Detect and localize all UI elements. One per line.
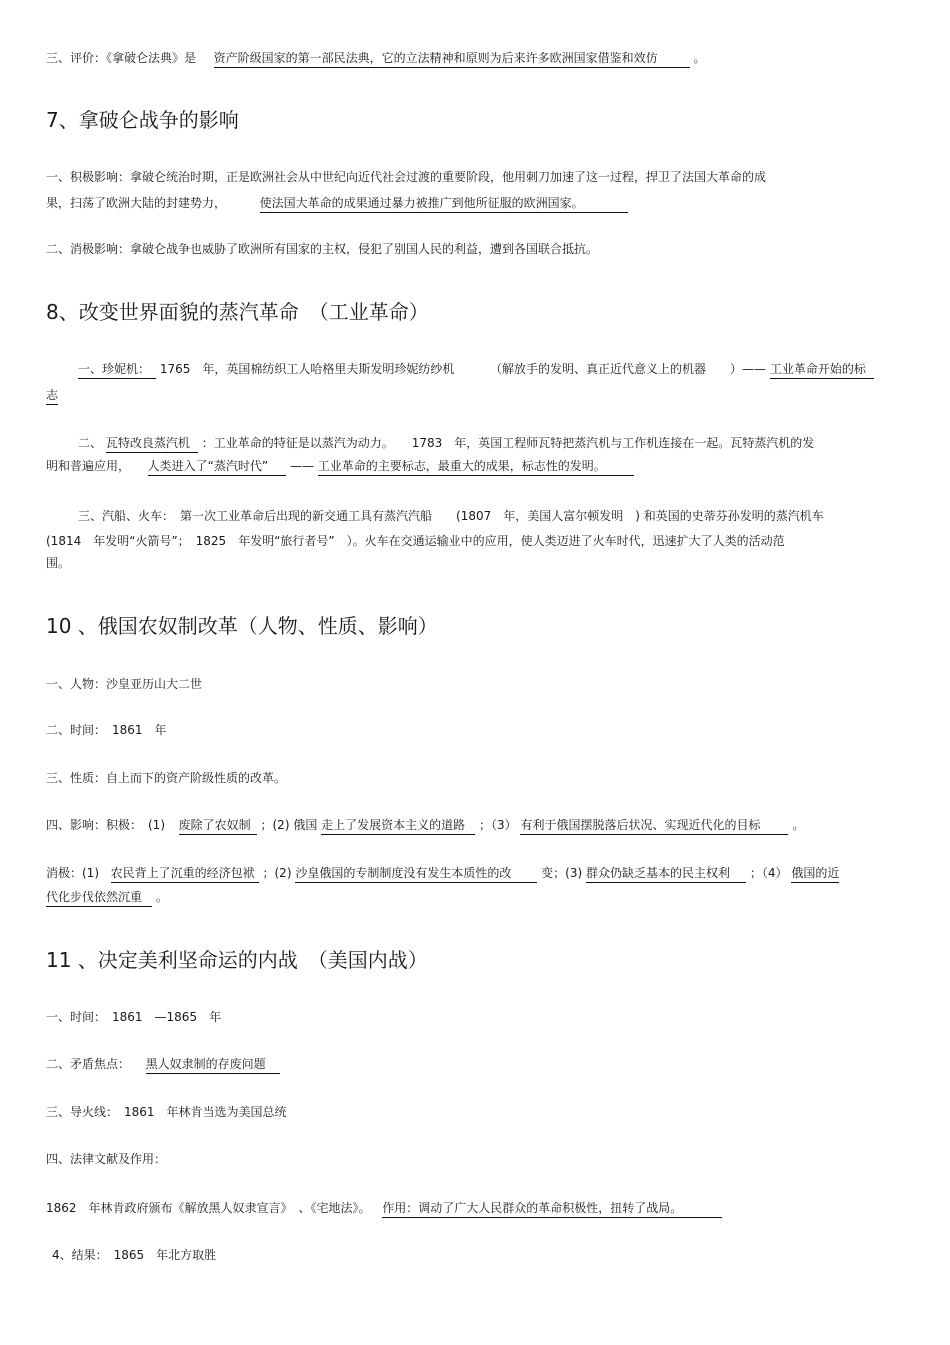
evaluation-end: 。 — [693, 51, 706, 65]
section-11-heading: 11 、决定美利坚命运的内战 （美国内战） — [46, 948, 428, 972]
watt-dash: —— — [289, 459, 314, 473]
jenny-answer-1: 工业革命开始的标 — [770, 361, 874, 379]
watt-answer-1: 瓦特改良蒸汽机 — [106, 435, 198, 453]
reform-positive-line — [46, 817, 804, 835]
reform-person: 一、人物：沙皇亚历山大二世 — [46, 677, 203, 691]
reform-negative-line-2 — [46, 889, 168, 907]
negative-answer-4b: 代化步伐依然沉重 — [46, 889, 152, 907]
civil-war-laws: 四、法律文献及作用： — [46, 1152, 167, 1166]
section-7-heading: 7、拿破仑战争的影响 — [46, 108, 239, 132]
reform-time: 二、时间： 1861 年 — [46, 723, 167, 737]
jenny-label: 一、珍妮机： — [78, 361, 156, 379]
negative-sep-2: 变；(3) — [541, 866, 583, 880]
positive-sep-2: ；（3） — [479, 818, 517, 832]
watt-text-2: 明和普遍应用， — [46, 459, 131, 473]
positive-answer-1: 废除了农奴制 — [179, 817, 257, 835]
positive-impact-answer: 使法国大革命的成果通过暴力被推广到他所征服的欧洲国家。 — [260, 195, 628, 213]
positive-end: 。 — [792, 818, 805, 832]
negative-answer-4a: 俄国的近 — [791, 865, 839, 883]
jenny-line — [78, 361, 874, 379]
evaluation-line — [46, 50, 706, 68]
negative-impact-line: 二、消极影响：拿破仑战争也威胁了欧洲所有国家的主权，侵犯了别国人民的利益，遭到各国联合抵抗。 — [46, 242, 599, 256]
negative-label: 消极：(1) — [46, 866, 99, 880]
declaration-text: 1862 年林肯政府颁布《解放黑人奴隶宣言》 、《宅地法》。 — [46, 1201, 371, 1215]
positive-impact-line-2 — [46, 195, 628, 213]
negative-answer-1: 农民背上了沉重的经济包袱 — [111, 865, 259, 883]
section-8-heading: 8、改变世界面貌的蒸汽革命 （工业革命） — [46, 300, 429, 324]
negative-end: 。 — [155, 890, 168, 904]
steamship-line-2: (1814 年发明“火箭号”； 1825 年发明“旅行者号” ）。火车在交通运输业中的应用，使人类迈进了火车时代，迅速扩大了人类的活动范 — [46, 534, 785, 548]
watt-line-1 — [78, 435, 814, 453]
reform-nature: 三、性质：自上而下的资产阶级性质的改革。 — [46, 771, 287, 785]
positive-answer-2: 走上了发展资本主义的道路 — [321, 817, 475, 835]
section-10-heading: 10 、俄国农奴制改革（人物、性质、影响） — [46, 614, 438, 638]
civil-war-fuse: 三、导火线： 1861 年林肯当选为美国总统 — [46, 1105, 287, 1119]
steamship-line-1: 三、汽船、火车： 第一次工业革命后出现的新交通工具有蒸汽汽船 (1807 年，美国人富尔顿发明 ) 和英国的史蒂芬孙发明的蒸汽机车 — [78, 509, 824, 523]
jenny-line-2 — [46, 387, 58, 405]
watt-text: ：工业革命的特征是以蒸汽为动力。 1783 年，英国工程师瓦特把蒸汽机与工作机连接在一起。瓦特蒸汽机的发 — [201, 436, 815, 450]
jenny-text: 1765 年，英国棉纺织工人哈格里夫斯发明珍妮纺纱机 — [159, 362, 455, 376]
watt-answer-2: 人类进入了“蒸汽时代” — [148, 458, 286, 476]
positive-impact-line-1: 一、积极影响：拿破仑统治时期，正是欧洲社会从中世纪向近代社会过渡的重要阶段，他用刺刀加速了这一过程，捍卫了法国大革命的成 — [46, 170, 767, 184]
evaluation-answer: 资产阶级国家的第一部民法典，它的立法精神和原则为后来许多欧洲国家借鉴和效仿 — [214, 50, 690, 68]
civil-war-result: 4、结果： 1865 年北方取胜 — [52, 1248, 217, 1262]
positive-answer-3: 有利于俄国摆脱落后状况、实现近代化的目标 — [520, 817, 788, 835]
declaration-answer: 作用：调动了广大人民群众的革命积极性，扭转了战局。 — [382, 1200, 722, 1218]
civil-war-declaration-line — [46, 1200, 722, 1218]
negative-answer-3: 群众仍缺乏基本的民主权利 — [586, 865, 746, 883]
positive-impact-text: 果，扫荡了欧洲大陆的封建势力， — [46, 196, 227, 210]
watt-prefix: 二、 — [78, 436, 103, 450]
negative-sep-3: ；（4） — [749, 866, 788, 880]
jenny-answer-2: 志 — [46, 387, 58, 405]
watt-line-2 — [46, 458, 634, 476]
evaluation-label: 三、评价：《拿破仑法典》是 — [46, 51, 197, 65]
negative-sep-1: ；(2) — [262, 866, 292, 880]
civil-war-focus-line — [46, 1056, 280, 1074]
reform-negative-line-1 — [46, 865, 839, 883]
civil-war-time: 一、时间： 1861 —1865 年 — [46, 1010, 222, 1024]
steamship-line-3: 围。 — [46, 556, 71, 570]
focus-label: 二、矛盾焦点： — [46, 1057, 131, 1071]
watt-answer-3: 工业革命的主要标志，最重大的成果，标志性的发明。 — [318, 458, 634, 476]
negative-answer-2: 沙皇俄国的专制制度没有发生本质性的改 — [295, 865, 537, 883]
positive-sep-1: ；(2) 俄国 — [260, 818, 318, 832]
positive-label: 四、影响：积极： (1) — [46, 818, 165, 832]
focus-answer: 黑人奴隶制的存废问题 — [146, 1056, 280, 1074]
jenny-paren: （解放手的发明、真正近代意义上的机器 ）—— — [490, 362, 767, 376]
